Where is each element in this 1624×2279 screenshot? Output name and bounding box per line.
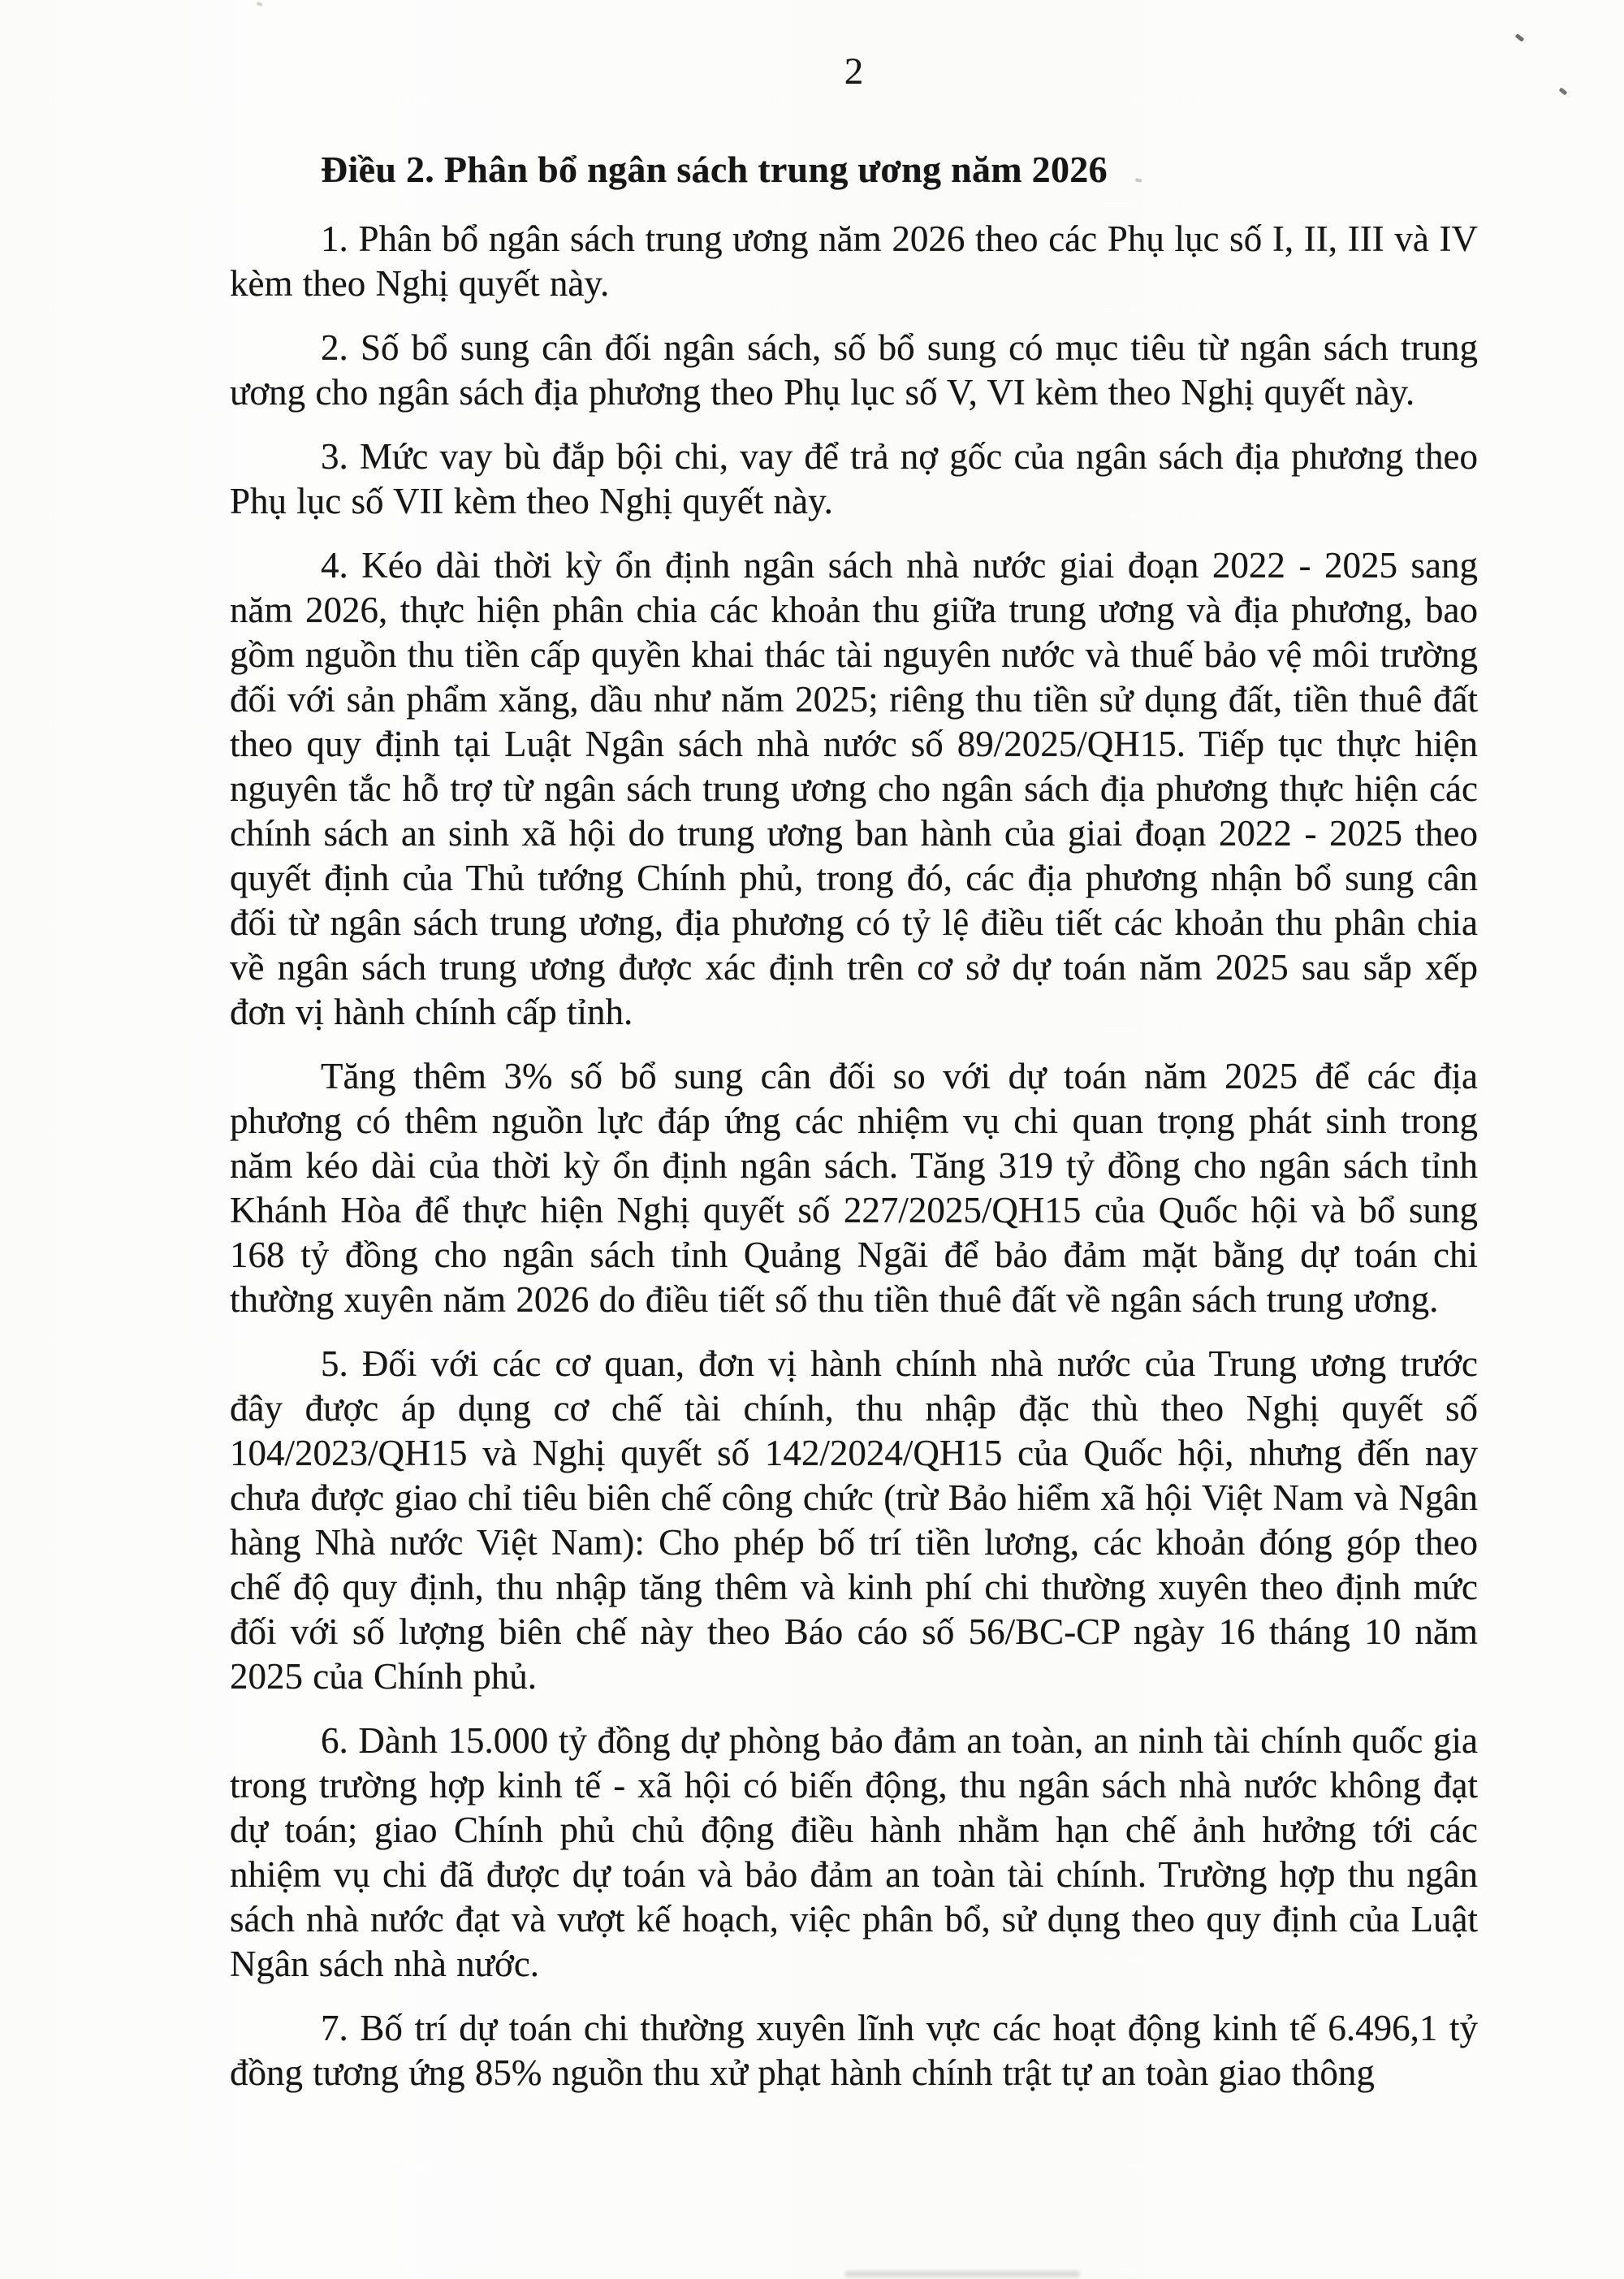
paragraph-clause-1: 1. Phân bổ ngân sách trung ương năm 2026 theo các Phụ lục số I, II, III và IV kèm theo Nghị quyết này. bbox=[230, 218, 1478, 304]
paragraph-clause-4-continued: Tăng thêm 3% số bổ sung cân đối so với dự toán năm 2025 để các địa phương có thêm nguồn lực đáp ứng các nhiệm vụ chi quan trọng phát sinh trong năm kéo dài của thời kỳ ổn định ngân sách. Tăng 319 tỷ đồng cho ngân sách tỉnh Khánh Hòa để thực hiện Nghị quyết số 227/2025/QH15 của Quốc hội và bổ sung 168 tỷ đồng cho ngân sách tỉnh Quảng Ngãi để bảo đảm mặt bằng dự toán chi thường xuyên năm 2026 do điều tiết số thu tiền thuê đất về ngân sách trung ương. bbox=[230, 1056, 1478, 1320]
scan-speck-icon bbox=[1515, 33, 1525, 42]
article-heading: Điều 2. Phân bổ ngân sách trung ương năm 2026 bbox=[321, 149, 1108, 190]
scan-speck-icon bbox=[1559, 87, 1568, 95]
document-body bbox=[230, 148, 1478, 2095]
scan-smudge bbox=[844, 2271, 1080, 2277]
paragraph-clause-3: 3. Mức vay bù đắp bội chi, vay để trả nợ gốc của ngân sách địa phương theo Phụ lục số VII kèm theo Nghị quyết này. bbox=[230, 436, 1478, 521]
scan-speck-icon bbox=[257, 2, 263, 6]
page-number: 2 bbox=[844, 50, 864, 93]
paragraph-clause-2: 2. Số bổ sung cân đối ngân sách, số bổ sung có mục tiêu từ ngân sách trung ương cho ngân sách địa phương theo Phụ lục số V, VI kèm theo Nghị quyết này. bbox=[230, 327, 1478, 413]
paragraph-clause-7: 7. Bố trí dự toán chi thường xuyên lĩnh vực các hoạt động kinh tế 6.496,1 tỷ đồng tương ứng 85% nguồn thu xử phạt hành chính trật tự an toàn giao thông bbox=[230, 2008, 1478, 2093]
paragraph-clause-6: 6. Dành 15.000 tỷ đồng dự phòng bảo đảm an toàn, an ninh tài chính quốc gia trong trường hợp kinh tế - xã hội có biến động, thu ngân sách nhà nước không đạt dự toán; giao Chính phủ chủ động điều hành nhằm hạn chế ảnh hưởng tới các nhiệm vụ chi đã được dự toán và bảo đảm an toàn tài chính. Trường hợp thu ngân sách nhà nước đạt và vượt kế hoạch, việc phân bổ, sử dụng theo quy định của Luật Ngân sách nhà nước. bbox=[230, 1720, 1478, 1984]
paragraph-clause-5: 5. Đối với các cơ quan, đơn vị hành chính nhà nước của Trung ương trước đây được áp dụng cơ chế tài chính, thu nhập đặc thù theo Nghị quyết số 104/2023/QH15 và Nghị quyết số 142/2024/QH15 của Quốc hội, nhưng đến nay chưa được giao chỉ tiêu biên chế công chức (trừ Bảo hiểm xã hội Việt Nam và Ngân hàng Nhà nước Việt Nam): Cho phép bố trí tiền lương, các khoản đóng góp theo chế độ quy định, thu nhập tăng thêm và kinh phí chi thường xuyên theo định mức đối với số lượng biên chế này theo Báo cáo số 56/BC-CP ngày 16 tháng 10 năm 2025 của Chính phủ. bbox=[230, 1343, 1478, 1697]
paragraph-clause-4: 4. Kéo dài thời kỳ ổn định ngân sách nhà nước giai đoạn 2022 - 2025 sang năm 2026, thực hiện phân chia các khoản thu giữa trung ương và địa phương, bao gồm nguồn thu tiền cấp quyền khai thác tài nguyên nước và thuế bảo vệ môi trường đối với sản phẩm xăng, dầu như năm 2025; riêng thu tiền sử dụng đất, tiền thuê đất theo quy định tại Luật Ngân sách nhà nước số 89/2025/QH15. Tiếp tục thực hiện nguyên tắc hỗ trợ từ ngân sách trung ương cho ngân sách địa phương thực hiện các chính sách an sinh xã hội do trung ương ban hành của giai đoạn 2022 - 2025 theo quyết định của Thủ tướng Chính phủ, trong đó, các địa phương nhận bổ sung cân đối từ ngân sách trung ương, địa phương có tỷ lệ điều tiết các khoản thu phân chia về ngân sách trung ương được xác định trên cơ sở dự toán năm 2025 sau sắp xếp đơn vị hành chính cấp tỉnh. bbox=[230, 545, 1478, 1032]
